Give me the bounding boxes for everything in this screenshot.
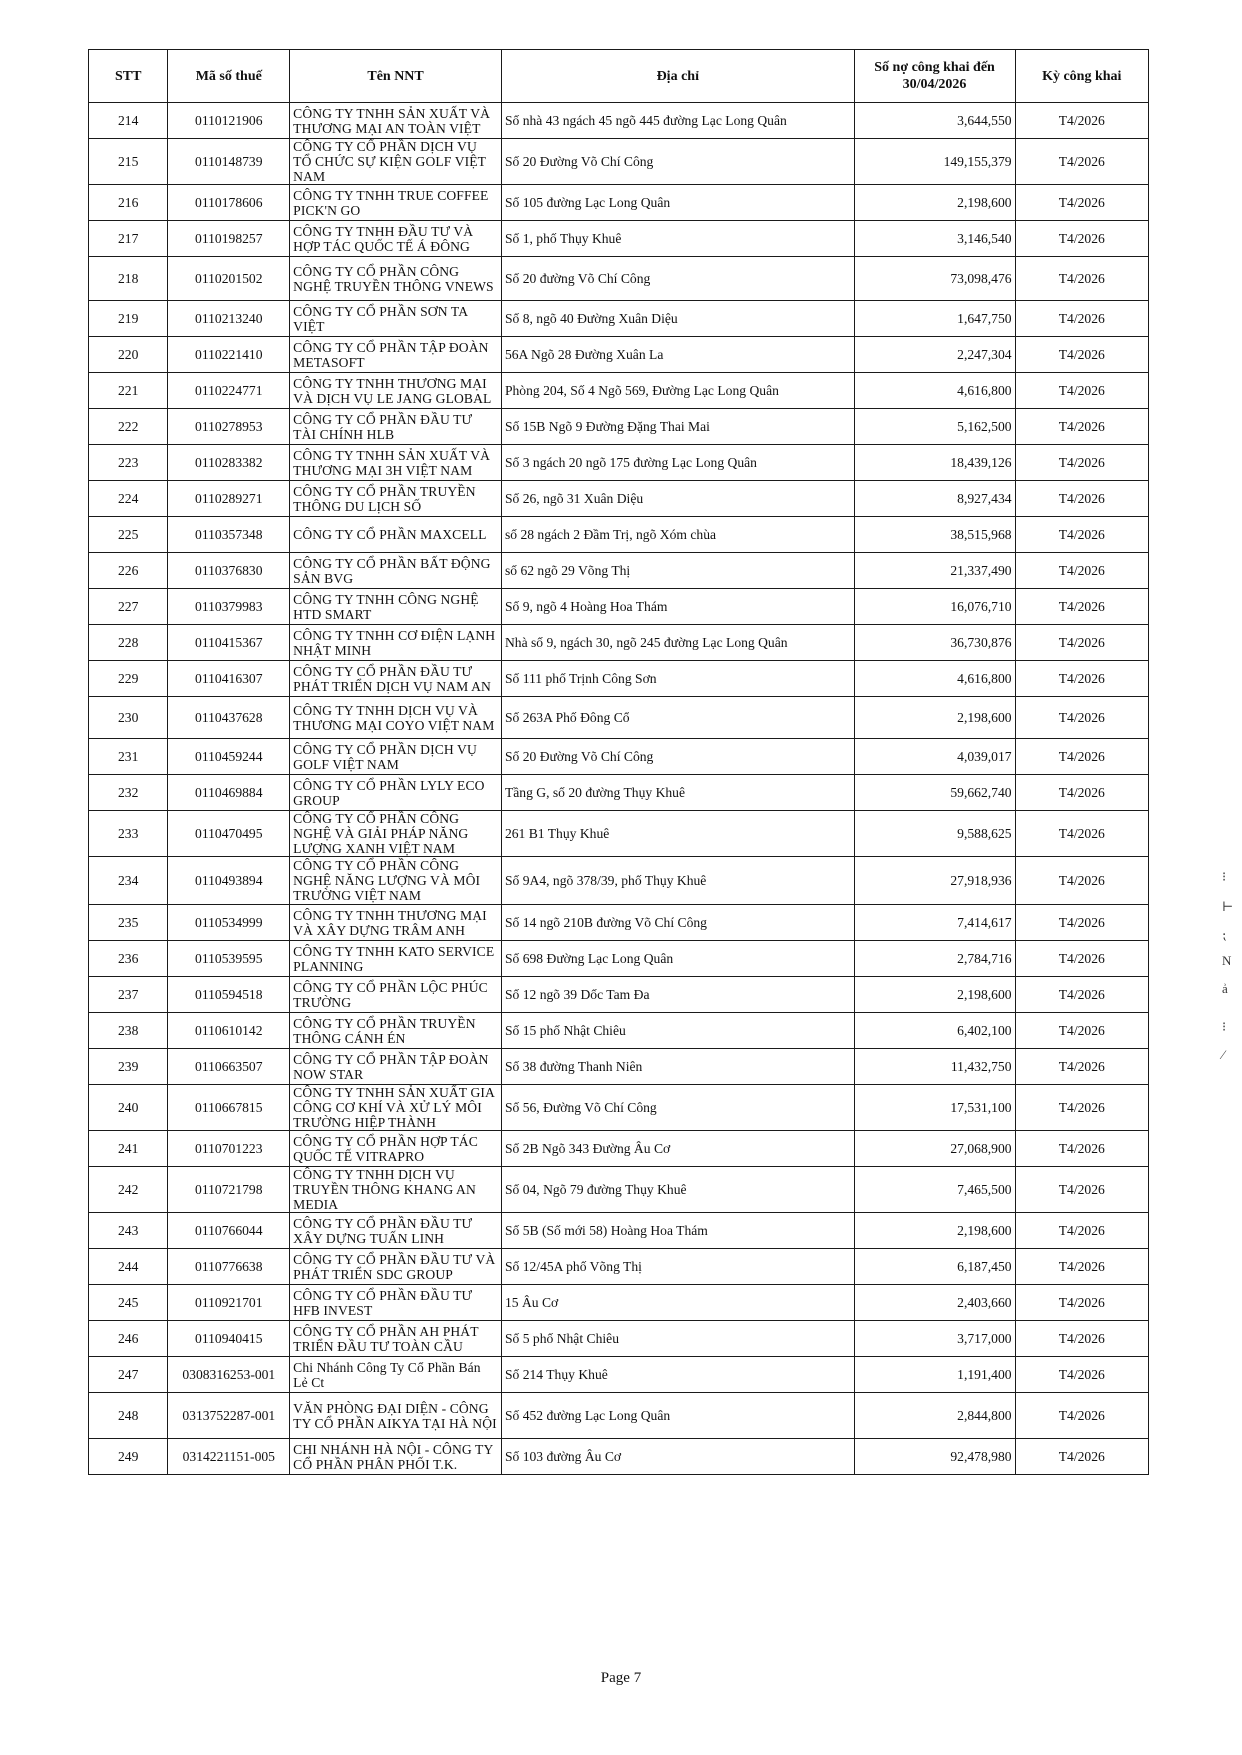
cell-address: Tầng G, số 20 đường Thụy Khuê bbox=[501, 775, 854, 811]
cell-debt-amount: 2,198,600 bbox=[854, 185, 1015, 221]
cell-debt-amount: 8,927,434 bbox=[854, 481, 1015, 517]
cell-debt-amount: 17,531,100 bbox=[854, 1085, 1015, 1131]
cell-stt: 244 bbox=[89, 1249, 168, 1285]
cell-stt: 231 bbox=[89, 739, 168, 775]
cell-address: Số 04, Ngõ 79 đường Thụy Khuê bbox=[501, 1167, 854, 1213]
cell-tax-code: 0110437628 bbox=[168, 697, 290, 739]
cell-address: Số 56, Đường Võ Chí Công bbox=[501, 1085, 854, 1131]
cell-address: Số 15B Ngõ 9 Đường Đặng Thai Mai bbox=[501, 409, 854, 445]
cell-debt-amount: 11,432,750 bbox=[854, 1049, 1015, 1085]
cell-taxpayer-name: CÔNG TY TNHH CƠ ĐIỆN LẠNH NHẬT MINH bbox=[290, 625, 502, 661]
cell-stt: 235 bbox=[89, 905, 168, 941]
cell-address: Số 1, phố Thụy Khuê bbox=[501, 221, 854, 257]
cell-stt: 222 bbox=[89, 409, 168, 445]
cell-tax-code: 0110278953 bbox=[168, 409, 290, 445]
table-row bbox=[89, 1393, 1149, 1439]
cell-tax-code: 0110776638 bbox=[168, 1249, 290, 1285]
cell-period: T4/2026 bbox=[1015, 697, 1148, 739]
cell-taxpayer-name: CÔNG TY CỔ PHẦN ĐẦU TƯ TÀI CHÍNH HLB bbox=[290, 409, 502, 445]
cell-period: T4/2026 bbox=[1015, 301, 1148, 337]
cell-address: Số 452 đường Lạc Long Quân bbox=[501, 1393, 854, 1439]
cell-taxpayer-name: CÔNG TY CỔ PHẦN TRUYỀN THÔNG CÁNH ÉN bbox=[290, 1013, 502, 1049]
cell-period: T4/2026 bbox=[1015, 481, 1148, 517]
cell-tax-code: 0110198257 bbox=[168, 221, 290, 257]
cell-taxpayer-name: CÔNG TY CỔ PHẦN CÔNG NGHỆ TRUYỀN THÔNG VNEWS bbox=[290, 257, 502, 301]
cell-stt: 227 bbox=[89, 589, 168, 625]
cell-debt-amount: 1,191,400 bbox=[854, 1357, 1015, 1393]
cell-address: Số 9, ngõ 4 Hoàng Hoa Thám bbox=[501, 589, 854, 625]
table-row bbox=[89, 977, 1149, 1013]
cell-address: Số 20 Đường Võ Chí Công bbox=[501, 739, 854, 775]
cell-address: Số 14 ngõ 210B đường Võ Chí Công bbox=[501, 905, 854, 941]
cell-taxpayer-name: CÔNG TY TNHH TRUE COFFEE PICK'N GO bbox=[290, 185, 502, 221]
header-period: Kỳ công khai bbox=[1015, 50, 1148, 103]
cell-period: T4/2026 bbox=[1015, 857, 1148, 905]
table-row bbox=[89, 775, 1149, 811]
cell-taxpayer-name: CÔNG TY CỔ PHẦN DỊCH VỤ TỔ CHỨC SỰ KIỆN GOLF VIỆT NAM bbox=[290, 139, 502, 185]
cell-period: T4/2026 bbox=[1015, 977, 1148, 1013]
header-address: Địa chỉ bbox=[501, 50, 854, 103]
cell-debt-amount: 16,076,710 bbox=[854, 589, 1015, 625]
cell-stt: 218 bbox=[89, 257, 168, 301]
cell-period: T4/2026 bbox=[1015, 373, 1148, 409]
cell-taxpayer-name: CÔNG TY TNHH SẢN XUẤT GIA CÔNG CƠ KHÍ VÀ XỬ LÝ MÔI TRƯỜNG HIỆP THÀNH bbox=[290, 1085, 502, 1131]
cell-tax-code: 0110379983 bbox=[168, 589, 290, 625]
table-row bbox=[89, 373, 1149, 409]
table-row bbox=[89, 811, 1149, 857]
cell-debt-amount: 6,402,100 bbox=[854, 1013, 1015, 1049]
cell-stt: 216 bbox=[89, 185, 168, 221]
cell-stt: 226 bbox=[89, 553, 168, 589]
cell-debt-amount: 27,918,936 bbox=[854, 857, 1015, 905]
cell-tax-code: 0110416307 bbox=[168, 661, 290, 697]
cell-taxpayer-name: CÔNG TY CỔ PHẦN DỊCH VỤ GOLF VIỆT NAM bbox=[290, 739, 502, 775]
cell-debt-amount: 27,068,900 bbox=[854, 1131, 1015, 1167]
cell-period: T4/2026 bbox=[1015, 1013, 1148, 1049]
cell-stt: 246 bbox=[89, 1321, 168, 1357]
cell-address: 15 Âu Cơ bbox=[501, 1285, 854, 1321]
cell-period: T4/2026 bbox=[1015, 661, 1148, 697]
cell-address: Số 105 đường Lạc Long Quân bbox=[501, 185, 854, 221]
table-row bbox=[89, 221, 1149, 257]
cell-taxpayer-name: CÔNG TY CỔ PHẦN MAXCELL bbox=[290, 517, 502, 553]
cell-stt: 229 bbox=[89, 661, 168, 697]
cell-debt-amount: 18,439,126 bbox=[854, 445, 1015, 481]
table-row bbox=[89, 409, 1149, 445]
cell-address: Nhà số 9, ngách 30, ngõ 245 đường Lạc Long Quân bbox=[501, 625, 854, 661]
cell-taxpayer-name: CÔNG TY TNHH SẢN XUẤT VÀ THƯƠNG MẠI AN TOÀN VIỆT bbox=[290, 103, 502, 139]
cell-taxpayer-name: CÔNG TY CỔ PHẦN HỢP TÁC QUỐC TẾ VITRAPRO bbox=[290, 1131, 502, 1167]
table-row bbox=[89, 625, 1149, 661]
cell-address: Số 12/45A phố Võng Thị bbox=[501, 1249, 854, 1285]
cell-address: Số 263A Phố Đông Cổ bbox=[501, 697, 854, 739]
cell-tax-code: 0313752287-001 bbox=[168, 1393, 290, 1439]
cell-tax-code: 0110178606 bbox=[168, 185, 290, 221]
table-row bbox=[89, 185, 1149, 221]
cell-taxpayer-name: CÔNG TY TNHH DỊCH VỤ VÀ THƯƠNG MẠI COYO VIỆT NAM bbox=[290, 697, 502, 739]
cell-period: T4/2026 bbox=[1015, 409, 1148, 445]
cell-period: T4/2026 bbox=[1015, 1357, 1148, 1393]
cell-stt: 224 bbox=[89, 481, 168, 517]
cell-address: Số 8, ngõ 40 Đường Xuân Diệu bbox=[501, 301, 854, 337]
cell-debt-amount: 2,403,660 bbox=[854, 1285, 1015, 1321]
cell-stt: 237 bbox=[89, 977, 168, 1013]
header-debt: Số nợ công khai đến 30/04/2026 bbox=[854, 50, 1015, 103]
cell-stt: 239 bbox=[89, 1049, 168, 1085]
cell-debt-amount: 59,662,740 bbox=[854, 775, 1015, 811]
cell-debt-amount: 21,337,490 bbox=[854, 553, 1015, 589]
cell-tax-code: 0110148739 bbox=[168, 139, 290, 185]
cell-period: T4/2026 bbox=[1015, 337, 1148, 373]
cell-tax-code: 0110610142 bbox=[168, 1013, 290, 1049]
cell-tax-code: 0110663507 bbox=[168, 1049, 290, 1085]
cell-debt-amount: 4,616,800 bbox=[854, 373, 1015, 409]
cell-debt-amount: 2,198,600 bbox=[854, 977, 1015, 1013]
cell-address: Số 5 phố Nhật Chiêu bbox=[501, 1321, 854, 1357]
cell-stt: 249 bbox=[89, 1439, 168, 1475]
cell-debt-amount: 38,515,968 bbox=[854, 517, 1015, 553]
table-row bbox=[89, 739, 1149, 775]
cell-taxpayer-name: CÔNG TY TNHH SẢN XUẤT VÀ THƯƠNG MẠI 3H VIỆT NAM bbox=[290, 445, 502, 481]
cell-taxpayer-name: CÔNG TY CỔ PHẦN ĐẦU TƯ PHÁT TRIỂN DỊCH VỤ NAM AN bbox=[290, 661, 502, 697]
cell-taxpayer-name: CÔNG TY CỔ PHẦN ĐẦU TƯ HFB INVEST bbox=[290, 1285, 502, 1321]
cell-address: Số 9A4, ngõ 378/39, phố Thụy Khuê bbox=[501, 857, 854, 905]
cell-period: T4/2026 bbox=[1015, 1131, 1148, 1167]
cell-debt-amount: 2,844,800 bbox=[854, 1393, 1015, 1439]
header-tax-code: Mã số thuế bbox=[168, 50, 290, 103]
cell-stt: 221 bbox=[89, 373, 168, 409]
table-row bbox=[89, 103, 1149, 139]
cell-address: Số 26, ngõ 31 Xuân Diệu bbox=[501, 481, 854, 517]
cell-stt: 220 bbox=[89, 337, 168, 373]
cell-debt-amount: 4,039,017 bbox=[854, 739, 1015, 775]
cell-address: Số 12 ngõ 39 Dốc Tam Đa bbox=[501, 977, 854, 1013]
cell-address: số 62 ngõ 29 Võng Thị bbox=[501, 553, 854, 589]
cell-taxpayer-name: CÔNG TY TNHH THƯƠNG MẠI VÀ XÂY DỰNG TRÂM ANH bbox=[290, 905, 502, 941]
table-row bbox=[89, 301, 1149, 337]
cell-stt: 225 bbox=[89, 517, 168, 553]
cell-tax-code: 0110283382 bbox=[168, 445, 290, 481]
table-row bbox=[89, 905, 1149, 941]
cell-tax-code: 0110221410 bbox=[168, 337, 290, 373]
table-row bbox=[89, 257, 1149, 301]
cell-tax-code: 0314221151-005 bbox=[168, 1439, 290, 1475]
cell-tax-code: 0110594518 bbox=[168, 977, 290, 1013]
cell-address: 56A Ngõ 28 Đường Xuân La bbox=[501, 337, 854, 373]
header-stt: STT bbox=[89, 50, 168, 103]
cell-stt: 242 bbox=[89, 1167, 168, 1213]
cell-address: Phòng 204, Số 4 Ngõ 569, Đường Lạc Long Quân bbox=[501, 373, 854, 409]
cell-address: Số 38 đường Thanh Niên bbox=[501, 1049, 854, 1085]
cell-tax-code: 0308316253-001 bbox=[168, 1357, 290, 1393]
table-row bbox=[89, 1213, 1149, 1249]
cell-stt: 247 bbox=[89, 1357, 168, 1393]
cell-address: Số 103 đường Âu Cơ bbox=[501, 1439, 854, 1475]
cell-address: Số 20 Đường Võ Chí Công bbox=[501, 139, 854, 185]
cell-tax-code: 0110493894 bbox=[168, 857, 290, 905]
cell-period: T4/2026 bbox=[1015, 517, 1148, 553]
cell-period: T4/2026 bbox=[1015, 1393, 1148, 1439]
cell-stt: 238 bbox=[89, 1013, 168, 1049]
cell-period: T4/2026 bbox=[1015, 1049, 1148, 1085]
cell-period: T4/2026 bbox=[1015, 589, 1148, 625]
table-row bbox=[89, 941, 1149, 977]
cell-stt: 230 bbox=[89, 697, 168, 739]
cell-address: Số nhà 43 ngách 45 ngõ 445 đường Lạc Long Quân bbox=[501, 103, 854, 139]
cell-taxpayer-name: CÔNG TY TNHH KATO SERVICE PLANNING bbox=[290, 941, 502, 977]
cell-debt-amount: 2,198,600 bbox=[854, 697, 1015, 739]
cell-tax-code: 0110213240 bbox=[168, 301, 290, 337]
cell-address: Số 5B (Số mới 58) Hoàng Hoa Thám bbox=[501, 1213, 854, 1249]
cell-period: T4/2026 bbox=[1015, 625, 1148, 661]
cell-debt-amount: 149,155,379 bbox=[854, 139, 1015, 185]
cell-taxpayer-name: CÔNG TY CỔ PHẦN TẬP ĐOÀN NOW STAR bbox=[290, 1049, 502, 1085]
cell-tax-code: 0110539595 bbox=[168, 941, 290, 977]
cell-taxpayer-name: CÔNG TY TNHH ĐẦU TƯ VÀ HỢP TÁC QUỐC TẾ Á ĐÔNG bbox=[290, 221, 502, 257]
cell-period: T4/2026 bbox=[1015, 905, 1148, 941]
cell-tax-code: 0110376830 bbox=[168, 553, 290, 589]
cell-stt: 219 bbox=[89, 301, 168, 337]
cell-stt: 245 bbox=[89, 1285, 168, 1321]
table-row bbox=[89, 1249, 1149, 1285]
table-row bbox=[89, 1321, 1149, 1357]
cell-tax-code: 0110766044 bbox=[168, 1213, 290, 1249]
document-page bbox=[88, 49, 1149, 1475]
table-body bbox=[89, 103, 1149, 1475]
cell-tax-code: 0110224771 bbox=[168, 373, 290, 409]
cell-tax-code: 0110667815 bbox=[168, 1085, 290, 1131]
cell-stt: 215 bbox=[89, 139, 168, 185]
cell-stt: 214 bbox=[89, 103, 168, 139]
cell-stt: 234 bbox=[89, 857, 168, 905]
cell-stt: 241 bbox=[89, 1131, 168, 1167]
cell-period: T4/2026 bbox=[1015, 941, 1148, 977]
cell-tax-code: 0110459244 bbox=[168, 739, 290, 775]
cell-debt-amount: 6,187,450 bbox=[854, 1249, 1015, 1285]
table-row bbox=[89, 1285, 1149, 1321]
cell-debt-amount: 4,616,800 bbox=[854, 661, 1015, 697]
cell-taxpayer-name: CÔNG TY CỔ PHẦN AH PHÁT TRIỂN ĐẦU TƯ TOÀN CẦU bbox=[290, 1321, 502, 1357]
cell-tax-code: 0110415367 bbox=[168, 625, 290, 661]
cell-taxpayer-name: CÔNG TY CỔ PHẦN LYLY ECO GROUP bbox=[290, 775, 502, 811]
cell-debt-amount: 9,588,625 bbox=[854, 811, 1015, 857]
cell-taxpayer-name: CÔNG TY CỔ PHẦN TRUYỀN THÔNG DU LỊCH SỐ bbox=[290, 481, 502, 517]
cell-tax-code: 0110701223 bbox=[168, 1131, 290, 1167]
cell-stt: 217 bbox=[89, 221, 168, 257]
table-row bbox=[89, 1049, 1149, 1085]
table-row bbox=[89, 589, 1149, 625]
header-name: Tên NNT bbox=[290, 50, 502, 103]
cell-address: Số 698 Đường Lạc Long Quân bbox=[501, 941, 854, 977]
table-row bbox=[89, 337, 1149, 373]
cell-taxpayer-name: CHI NHÁNH HÀ NỘI - CÔNG TY CỔ PHẦN PHÂN PHỐI T.K. bbox=[290, 1439, 502, 1475]
cell-address: Số 20 đường Võ Chí Công bbox=[501, 257, 854, 301]
cell-debt-amount: 2,198,600 bbox=[854, 1213, 1015, 1249]
cell-address: Số 2B Ngõ 343 Đường Âu Cơ bbox=[501, 1131, 854, 1167]
cell-debt-amount: 73,098,476 bbox=[854, 257, 1015, 301]
cell-taxpayer-name: CÔNG TY TNHH DỊCH VỤ TRUYỀN THÔNG KHANG AN MEDIA bbox=[290, 1167, 502, 1213]
cell-debt-amount: 1,647,750 bbox=[854, 301, 1015, 337]
cell-period: T4/2026 bbox=[1015, 139, 1148, 185]
table-row bbox=[89, 1439, 1149, 1475]
cell-period: T4/2026 bbox=[1015, 1321, 1148, 1357]
cell-stt: 223 bbox=[89, 445, 168, 481]
table-row bbox=[89, 1085, 1149, 1131]
table-row bbox=[89, 139, 1149, 185]
cell-tax-code: 0110940415 bbox=[168, 1321, 290, 1357]
cell-stt: 236 bbox=[89, 941, 168, 977]
cell-taxpayer-name: CÔNG TY CỔ PHẦN CÔNG NGHỆ VÀ GIẢI PHÁP NĂNG LƯỢNG XANH VIỆT NAM bbox=[290, 811, 502, 857]
cell-tax-code: 0110470495 bbox=[168, 811, 290, 857]
cell-taxpayer-name: CÔNG TY TNHH CÔNG NGHỆ HTD SMART bbox=[290, 589, 502, 625]
cell-taxpayer-name: CÔNG TY CỔ PHẦN LỘC PHÚC TRƯỜNG bbox=[290, 977, 502, 1013]
cell-tax-code: 0110534999 bbox=[168, 905, 290, 941]
table-row bbox=[89, 857, 1149, 905]
cell-period: T4/2026 bbox=[1015, 553, 1148, 589]
table-row bbox=[89, 1167, 1149, 1213]
cell-period: T4/2026 bbox=[1015, 221, 1148, 257]
cell-address: số 28 ngách 2 Đầm Trị, ngõ Xóm chùa bbox=[501, 517, 854, 553]
cell-period: T4/2026 bbox=[1015, 811, 1148, 857]
cell-period: T4/2026 bbox=[1015, 1249, 1148, 1285]
cell-debt-amount: 3,146,540 bbox=[854, 221, 1015, 257]
cell-tax-code: 0110921701 bbox=[168, 1285, 290, 1321]
table-row bbox=[89, 517, 1149, 553]
cell-debt-amount: 92,478,980 bbox=[854, 1439, 1015, 1475]
cell-debt-amount: 7,465,500 bbox=[854, 1167, 1015, 1213]
cell-period: T4/2026 bbox=[1015, 1439, 1148, 1475]
cell-taxpayer-name: CÔNG TY CỔ PHẦN TẬP ĐOÀN METASOFT bbox=[290, 337, 502, 373]
cell-period: T4/2026 bbox=[1015, 1285, 1148, 1321]
tax-debt-table bbox=[88, 49, 1149, 1475]
cell-taxpayer-name: CÔNG TY CỔ PHẦN CÔNG NGHỆ NĂNG LƯỢNG VÀ MÔI TRƯỜNG VIỆT NAM bbox=[290, 857, 502, 905]
cell-period: T4/2026 bbox=[1015, 257, 1148, 301]
cell-taxpayer-name: CÔNG TY TNHH THƯƠNG MẠI VÀ DỊCH VỤ LE JANG GLOBAL bbox=[290, 373, 502, 409]
table-row bbox=[89, 481, 1149, 517]
cell-period: T4/2026 bbox=[1015, 1167, 1148, 1213]
cell-debt-amount: 7,414,617 bbox=[854, 905, 1015, 941]
cell-period: T4/2026 bbox=[1015, 185, 1148, 221]
cell-taxpayer-name: VĂN PHÒNG ĐẠI DIỆN - CÔNG TY CỔ PHẦN AIKYA TẠI HÀ NỘI bbox=[290, 1393, 502, 1439]
cell-debt-amount: 3,717,000 bbox=[854, 1321, 1015, 1357]
table-row bbox=[89, 661, 1149, 697]
table-row bbox=[89, 1131, 1149, 1167]
margin-stamp-mark: ⁝ ⊢ ⁏ Ν ẚ ⁝ ⁄ bbox=[1222, 869, 1234, 1062]
cell-address: 261 B1 Thụy Khuê bbox=[501, 811, 854, 857]
cell-tax-code: 0110121906 bbox=[168, 103, 290, 139]
cell-address: Số 214 Thụy Khuê bbox=[501, 1357, 854, 1393]
cell-period: T4/2026 bbox=[1015, 103, 1148, 139]
cell-period: T4/2026 bbox=[1015, 445, 1148, 481]
cell-stt: 228 bbox=[89, 625, 168, 661]
cell-address: Số 3 ngách 20 ngõ 175 đường Lạc Long Quân bbox=[501, 445, 854, 481]
cell-tax-code: 0110289271 bbox=[168, 481, 290, 517]
cell-debt-amount: 5,162,500 bbox=[854, 409, 1015, 445]
cell-stt: 233 bbox=[89, 811, 168, 857]
cell-tax-code: 0110721798 bbox=[168, 1167, 290, 1213]
cell-debt-amount: 2,247,304 bbox=[854, 337, 1015, 373]
table-row bbox=[89, 697, 1149, 739]
cell-address: Số 111 phố Trịnh Công Sơn bbox=[501, 661, 854, 697]
cell-taxpayer-name: CÔNG TY CỔ PHẦN ĐẦU TƯ VÀ PHÁT TRIỂN SDC GROUP bbox=[290, 1249, 502, 1285]
cell-taxpayer-name: CÔNG TY CỔ PHẦN SƠN TA VIỆT bbox=[290, 301, 502, 337]
cell-taxpayer-name: CÔNG TY CỔ PHẦN ĐẦU TƯ XÂY DỰNG TUẤN LINH bbox=[290, 1213, 502, 1249]
cell-stt: 243 bbox=[89, 1213, 168, 1249]
cell-period: T4/2026 bbox=[1015, 1085, 1148, 1131]
table-header-row bbox=[89, 50, 1149, 103]
table-row bbox=[89, 553, 1149, 589]
page-number: Page 7 bbox=[600, 1670, 642, 1686]
cell-period: T4/2026 bbox=[1015, 1213, 1148, 1249]
cell-debt-amount: 2,784,716 bbox=[854, 941, 1015, 977]
cell-tax-code: 0110357348 bbox=[168, 517, 290, 553]
table-row bbox=[89, 1357, 1149, 1393]
cell-taxpayer-name: CÔNG TY CỔ PHẦN BẤT ĐỘNG SẢN BVG bbox=[290, 553, 502, 589]
cell-debt-amount: 3,644,550 bbox=[854, 103, 1015, 139]
cell-address: Số 15 phố Nhật Chiêu bbox=[501, 1013, 854, 1049]
table-row bbox=[89, 1013, 1149, 1049]
cell-stt: 240 bbox=[89, 1085, 168, 1131]
cell-period: T4/2026 bbox=[1015, 739, 1148, 775]
cell-taxpayer-name: Chi Nhánh Công Ty Cổ Phần Bán Lẻ Ct bbox=[290, 1357, 502, 1393]
cell-tax-code: 0110469884 bbox=[168, 775, 290, 811]
cell-stt: 248 bbox=[89, 1393, 168, 1439]
table-row bbox=[89, 445, 1149, 481]
cell-tax-code: 0110201502 bbox=[168, 257, 290, 301]
cell-period: T4/2026 bbox=[1015, 775, 1148, 811]
cell-stt: 232 bbox=[89, 775, 168, 811]
cell-debt-amount: 36,730,876 bbox=[854, 625, 1015, 661]
